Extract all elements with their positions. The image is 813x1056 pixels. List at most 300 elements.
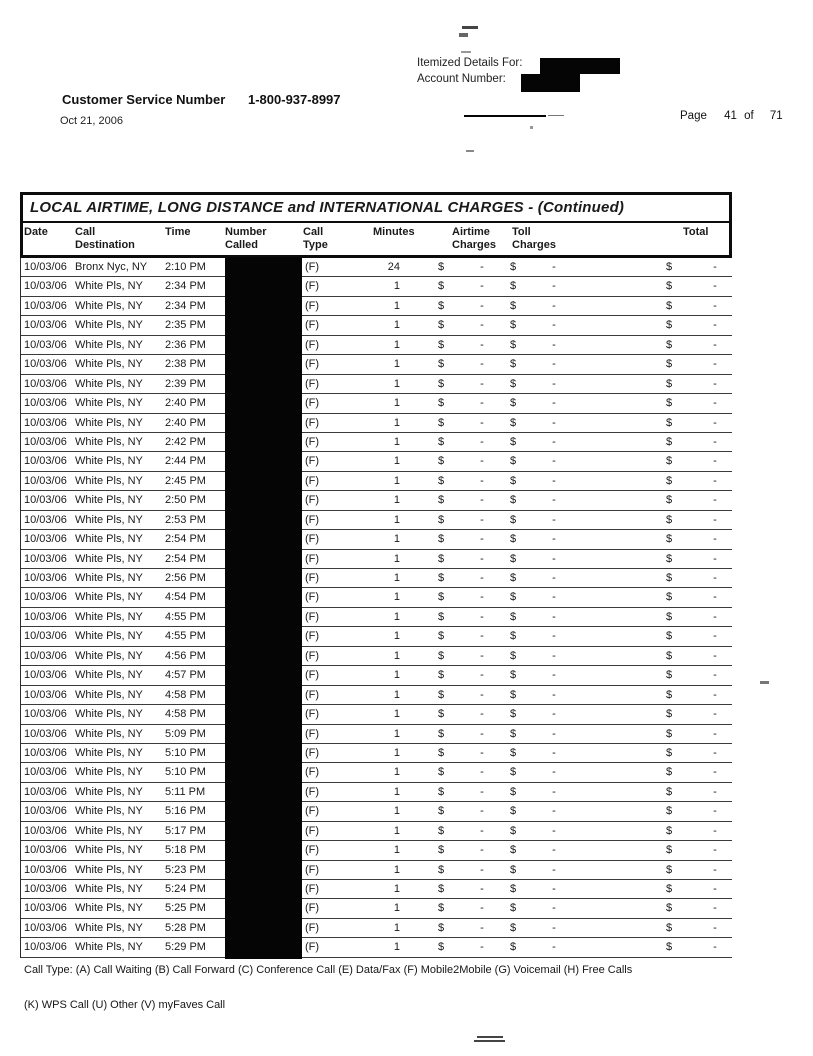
call-minutes: 1	[393, 630, 400, 643]
call-destination: White Pls, NY	[75, 416, 143, 429]
call-time: 5:18 PM	[165, 844, 206, 857]
col-header-time: Time	[165, 226, 191, 238]
total-currency: $	[666, 533, 673, 546]
col-header-call-destination: Call Destination	[75, 226, 135, 251]
call-date: 10/03/06	[24, 552, 67, 565]
total-currency: $	[666, 397, 673, 410]
airtime-charge-value: -	[480, 921, 484, 934]
airtime-charge-value: -	[480, 863, 484, 876]
airtime-currency: $	[438, 533, 445, 546]
call-destination: White Pls, NY	[75, 746, 143, 759]
toll-charge-value: -	[552, 785, 556, 798]
total-charge-value: -	[713, 883, 717, 895]
call-time: 5:11 PM	[165, 785, 206, 798]
total-currency: $	[666, 552, 673, 565]
total-currency: $	[666, 455, 673, 468]
customer-service-number: 1-800-937-8997	[248, 92, 341, 107]
airtime-currency: $	[438, 358, 445, 371]
airtime-charge-value: -	[480, 552, 484, 565]
toll-currency: $	[510, 805, 517, 818]
call-time: 2:40 PM	[165, 416, 206, 429]
toll-currency: $	[510, 902, 517, 915]
call-type-code: (F)	[305, 513, 320, 526]
total-charge-value: -	[713, 397, 717, 410]
call-time: 4:58 PM	[165, 708, 206, 721]
call-time: 2:34 PM	[165, 280, 206, 293]
toll-charge-value: -	[552, 533, 556, 546]
airtime-charge-value: -	[480, 474, 484, 487]
call-destination: White Pls, NY	[75, 358, 143, 371]
scan-artifact	[462, 26, 478, 29]
toll-currency: $	[510, 474, 517, 487]
call-date: 10/03/06	[24, 844, 67, 857]
call-type-legend-line2: (K) WPS Call (U) Other (V) myFaves Call	[24, 999, 226, 1011]
toll-charge-value: -	[552, 883, 556, 895]
toll-currency: $	[510, 921, 517, 934]
call-date: 10/03/06	[24, 630, 67, 643]
total-charge-value: -	[713, 591, 717, 604]
toll-currency: $	[510, 708, 517, 721]
airtime-currency: $	[438, 591, 445, 604]
airtime-currency: $	[438, 805, 445, 818]
call-date: 10/03/06	[24, 435, 67, 448]
total-charge-value: -	[713, 649, 717, 662]
total-charge-value: -	[713, 746, 717, 759]
toll-currency: $	[510, 513, 517, 526]
total-currency: $	[666, 358, 673, 371]
toll-charge-value: -	[552, 591, 556, 604]
toll-charge-value: -	[552, 397, 556, 410]
toll-currency: $	[510, 377, 517, 390]
scan-artifact	[477, 1036, 503, 1038]
airtime-currency: $	[438, 766, 445, 779]
toll-charge-value: -	[552, 902, 556, 915]
call-type-code: (F)	[305, 844, 320, 857]
call-destination: White Pls, NY	[75, 941, 143, 954]
call-destination: White Pls, NY	[75, 533, 143, 546]
airtime-charge-value: -	[480, 746, 484, 759]
total-charge-value: -	[713, 338, 717, 351]
airtime-currency: $	[438, 513, 445, 526]
total-currency: $	[666, 572, 673, 584]
call-type-code: (F)	[305, 727, 320, 740]
call-minutes: 1	[393, 358, 400, 371]
total-currency: $	[666, 610, 673, 623]
toll-currency: $	[510, 688, 517, 701]
col-header-date: Date	[24, 226, 48, 238]
airtime-currency: $	[438, 708, 445, 721]
total-currency: $	[666, 435, 673, 448]
call-type-legend-line1: Call Type: (A) Call Waiting (B) Call Forward (C) Conference Call (E) Data/Fax (F) Mobile2Mobile (G) Voicemail (H) Free Calls	[24, 964, 633, 976]
airtime-charge-value: -	[480, 572, 484, 584]
total-currency: $	[666, 746, 673, 759]
call-destination: White Pls, NY	[75, 455, 143, 468]
call-destination: White Pls, NY	[75, 552, 143, 565]
total-currency: $	[666, 785, 673, 798]
call-destination: White Pls, NY	[75, 766, 143, 779]
call-minutes: 1	[393, 824, 400, 837]
call-minutes: 1	[393, 377, 400, 390]
airtime-charge-value: -	[480, 688, 484, 701]
call-minutes: 1	[393, 727, 400, 740]
call-destination: White Pls, NY	[75, 572, 143, 584]
airtime-currency: $	[438, 941, 445, 954]
call-destination: White Pls, NY	[75, 280, 143, 293]
airtime-charge-value: -	[480, 844, 484, 857]
total-charge-value: -	[713, 727, 717, 740]
call-minutes: 1	[393, 708, 400, 721]
total-charge-value: -	[713, 533, 717, 546]
call-destination: White Pls, NY	[75, 921, 143, 934]
call-minutes: 1	[393, 319, 400, 332]
call-time: 2:54 PM	[165, 533, 206, 546]
airtime-currency: $	[438, 883, 445, 895]
call-minutes: 1	[393, 280, 400, 293]
page-current: 41	[724, 110, 737, 122]
call-time: 5:16 PM	[165, 805, 206, 818]
page-label: Page	[680, 110, 707, 122]
call-destination: White Pls, NY	[75, 785, 143, 798]
total-charge-value: -	[713, 688, 717, 701]
call-minutes: 1	[393, 474, 400, 487]
call-destination: White Pls, NY	[75, 338, 143, 351]
airtime-currency: $	[438, 669, 445, 682]
call-type-code: (F)	[305, 669, 320, 682]
call-type-code: (F)	[305, 708, 320, 721]
call-date: 10/03/06	[24, 727, 67, 740]
total-charge-value: -	[713, 941, 717, 954]
total-currency: $	[666, 474, 673, 487]
call-type-code: (F)	[305, 921, 320, 934]
airtime-currency: $	[438, 921, 445, 934]
total-charge-value: -	[713, 921, 717, 934]
toll-currency: $	[510, 766, 517, 779]
call-minutes: 1	[393, 785, 400, 798]
airtime-charge-value: -	[480, 883, 484, 895]
airtime-charge-value: -	[480, 669, 484, 682]
call-minutes: 1	[393, 688, 400, 701]
total-currency: $	[666, 630, 673, 643]
toll-currency: $	[510, 630, 517, 643]
toll-charge-value: -	[552, 610, 556, 623]
scan-artifact	[466, 150, 474, 152]
airtime-currency: $	[438, 863, 445, 876]
call-minutes: 1	[393, 572, 400, 584]
total-charge-value: -	[713, 708, 717, 721]
call-destination: White Pls, NY	[75, 319, 143, 332]
airtime-charge-value: -	[480, 358, 484, 371]
statement-date: Oct 21, 2006	[60, 115, 123, 127]
airtime-currency: $	[438, 280, 445, 293]
toll-currency: $	[510, 572, 517, 584]
call-destination: White Pls, NY	[75, 727, 143, 740]
airtime-currency: $	[438, 552, 445, 565]
call-minutes: 1	[393, 921, 400, 934]
call-type-code: (F)	[305, 649, 320, 662]
call-date: 10/03/06	[24, 455, 67, 468]
table-row	[21, 763, 732, 782]
call-minutes: 1	[393, 435, 400, 448]
total-charge-value: -	[713, 299, 717, 312]
airtime-currency: $	[438, 261, 445, 273]
table-row	[21, 336, 732, 355]
call-destination: White Pls, NY	[75, 513, 143, 526]
call-minutes: 1	[393, 902, 400, 915]
call-date: 10/03/06	[24, 688, 67, 701]
table-body	[20, 258, 732, 958]
table-row	[21, 880, 732, 899]
call-minutes: 1	[393, 669, 400, 682]
scan-artifact	[474, 1040, 505, 1042]
call-time: 2:10 PM	[165, 261, 206, 273]
call-minutes: 1	[393, 494, 400, 507]
airtime-charge-value: -	[480, 319, 484, 332]
airtime-currency: $	[438, 319, 445, 332]
airtime-currency: $	[438, 474, 445, 487]
call-time: 2:34 PM	[165, 299, 206, 312]
toll-charge-value: -	[552, 572, 556, 584]
call-time: 2:54 PM	[165, 552, 206, 565]
scan-artifact	[530, 126, 533, 129]
table-row	[21, 822, 732, 841]
total-currency: $	[666, 921, 673, 934]
call-date: 10/03/06	[24, 533, 67, 546]
call-destination: White Pls, NY	[75, 883, 143, 895]
toll-currency: $	[510, 844, 517, 857]
total-charge-value: -	[713, 261, 717, 273]
table-row	[21, 861, 732, 880]
col-header-toll-charges: Toll Charges	[512, 226, 557, 251]
call-date: 10/03/06	[24, 397, 67, 410]
call-date: 10/03/06	[24, 358, 67, 371]
call-date: 10/03/06	[24, 280, 67, 293]
airtime-currency: $	[438, 455, 445, 468]
call-time: 5:10 PM	[165, 746, 206, 759]
call-type-code: (F)	[305, 902, 320, 915]
table-row	[21, 433, 732, 452]
call-minutes: 1	[393, 844, 400, 857]
total-charge-value: -	[713, 824, 717, 837]
call-minutes: 1	[393, 299, 400, 312]
col-header-airtime-charges: Airtime Charges	[452, 226, 497, 251]
toll-currency: $	[510, 669, 517, 682]
call-type-code: (F)	[305, 533, 320, 546]
total-charge-value: -	[713, 416, 717, 429]
call-date: 10/03/06	[24, 766, 67, 779]
airtime-charge-value: -	[480, 824, 484, 837]
airtime-charge-value: -	[480, 435, 484, 448]
call-minutes: 1	[393, 338, 400, 351]
airtime-currency: $	[438, 377, 445, 390]
call-minutes: 1	[393, 610, 400, 623]
call-minutes: 1	[393, 513, 400, 526]
call-date: 10/03/06	[24, 513, 67, 526]
call-type-code: (F)	[305, 785, 320, 798]
call-date: 10/03/06	[24, 494, 67, 507]
toll-currency: $	[510, 785, 517, 798]
table-row	[21, 472, 732, 491]
call-date: 10/03/06	[24, 319, 67, 332]
toll-charge-value: -	[552, 338, 556, 351]
call-time: 4:56 PM	[165, 649, 206, 662]
toll-charge-value: -	[552, 435, 556, 448]
total-charge-value: -	[713, 766, 717, 779]
call-time: 2:42 PM	[165, 435, 206, 448]
airtime-charge-value: -	[480, 416, 484, 429]
call-time: 2:40 PM	[165, 397, 206, 410]
total-charge-value: -	[713, 630, 717, 643]
call-time: 2:39 PM	[165, 377, 206, 390]
total-currency: $	[666, 669, 673, 682]
toll-charge-value: -	[552, 474, 556, 487]
toll-currency: $	[510, 494, 517, 507]
table-row	[21, 627, 732, 646]
page-total: 71	[769, 110, 783, 122]
call-destination: White Pls, NY	[75, 669, 143, 682]
airtime-currency: $	[438, 902, 445, 915]
col-header-total: Total	[683, 226, 709, 238]
call-time: 4:58 PM	[165, 688, 206, 701]
airtime-charge-value: -	[480, 941, 484, 954]
table-row	[21, 938, 732, 957]
redacted-account-number	[521, 74, 580, 92]
airtime-charge-value: -	[480, 299, 484, 312]
col-header-call-type: Call Type	[303, 226, 328, 251]
call-destination: White Pls, NY	[75, 377, 143, 390]
scan-artifact	[548, 115, 564, 116]
call-time: 4:55 PM	[165, 610, 206, 623]
total-charge-value: -	[713, 435, 717, 448]
call-date: 10/03/06	[24, 746, 67, 759]
toll-charge-value: -	[552, 746, 556, 759]
call-type-code: (F)	[305, 610, 320, 623]
airtime-currency: $	[438, 844, 445, 857]
table-row	[21, 258, 732, 277]
call-time: 2:50 PM	[165, 494, 206, 507]
call-minutes: 1	[393, 649, 400, 662]
call-date: 10/03/06	[24, 591, 67, 604]
toll-charge-value: -	[552, 805, 556, 818]
call-date: 10/03/06	[24, 921, 67, 934]
call-destination: White Pls, NY	[75, 805, 143, 818]
call-minutes: 1	[393, 397, 400, 410]
scan-artifact	[459, 33, 468, 37]
toll-currency: $	[510, 610, 517, 623]
toll-charge-value: -	[552, 358, 556, 371]
table-row	[21, 394, 732, 413]
scan-artifact	[760, 681, 769, 684]
airtime-currency: $	[438, 397, 445, 410]
toll-charge-value: -	[552, 727, 556, 740]
airtime-currency: $	[438, 630, 445, 643]
call-time: 5:24 PM	[165, 883, 206, 895]
total-currency: $	[666, 941, 673, 954]
call-destination: White Pls, NY	[75, 649, 143, 662]
toll-currency: $	[510, 435, 517, 448]
airtime-currency: $	[438, 649, 445, 662]
total-charge-value: -	[713, 494, 717, 507]
call-type-code: (F)	[305, 455, 320, 468]
toll-charge-value: -	[552, 455, 556, 468]
table-row	[21, 452, 732, 471]
call-date: 10/03/06	[24, 649, 67, 662]
table-row	[21, 899, 732, 918]
airtime-currency: $	[438, 785, 445, 798]
call-time: 5:25 PM	[165, 902, 206, 915]
table-row	[21, 375, 732, 394]
table-row	[21, 511, 732, 530]
airtime-currency: $	[438, 494, 445, 507]
total-currency: $	[666, 280, 673, 293]
total-charge-value: -	[713, 319, 717, 332]
airtime-currency: $	[438, 824, 445, 837]
call-date: 10/03/06	[24, 377, 67, 390]
customer-service-label: Customer Service Number	[62, 92, 226, 107]
toll-currency: $	[510, 649, 517, 662]
table-row	[21, 491, 732, 510]
total-charge-value: -	[713, 358, 717, 371]
toll-currency: $	[510, 416, 517, 429]
total-charge-value: -	[713, 572, 717, 584]
redacted-customer-name	[540, 58, 620, 74]
total-currency: $	[666, 299, 673, 312]
toll-currency: $	[510, 319, 517, 332]
call-time: 5:29 PM	[165, 941, 206, 954]
call-destination: White Pls, NY	[75, 435, 143, 448]
table-row	[21, 744, 732, 763]
toll-currency: $	[510, 358, 517, 371]
total-charge-value: -	[713, 902, 717, 915]
call-time: 4:55 PM	[165, 630, 206, 643]
toll-currency: $	[510, 863, 517, 876]
total-currency: $	[666, 805, 673, 818]
toll-currency: $	[510, 883, 517, 895]
airtime-charge-value: -	[480, 494, 484, 507]
airtime-charge-value: -	[480, 610, 484, 623]
total-charge-value: -	[713, 844, 717, 857]
call-type-code: (F)	[305, 591, 320, 604]
toll-charge-value: -	[552, 863, 556, 876]
airtime-currency: $	[438, 572, 445, 584]
total-charge-value: -	[713, 863, 717, 876]
call-minutes: 1	[393, 941, 400, 954]
call-type-code: (F)	[305, 338, 320, 351]
call-time: 2:44 PM	[165, 455, 206, 468]
toll-charge-value: -	[552, 416, 556, 429]
call-minutes: 1	[393, 805, 400, 818]
call-time: 2:36 PM	[165, 338, 206, 351]
total-currency: $	[666, 416, 673, 429]
table-row	[21, 297, 732, 316]
call-destination: Bronx Nyc, NY	[75, 261, 148, 273]
page-indicator	[680, 110, 783, 122]
account-number-label: Account Number:	[417, 73, 506, 85]
airtime-charge-value: -	[480, 708, 484, 721]
toll-charge-value: -	[552, 708, 556, 721]
call-time: 5:23 PM	[165, 863, 206, 876]
call-type-code: (F)	[305, 261, 320, 273]
scan-artifact	[461, 51, 471, 53]
call-minutes: 1	[393, 416, 400, 429]
total-currency: $	[666, 708, 673, 721]
call-type-code: (F)	[305, 319, 320, 332]
toll-charge-value: -	[552, 494, 556, 507]
toll-currency: $	[510, 280, 517, 293]
toll-currency: $	[510, 261, 517, 273]
call-time: 5:09 PM	[165, 727, 206, 740]
call-date: 10/03/06	[24, 824, 67, 837]
call-time: 4:54 PM	[165, 591, 206, 604]
